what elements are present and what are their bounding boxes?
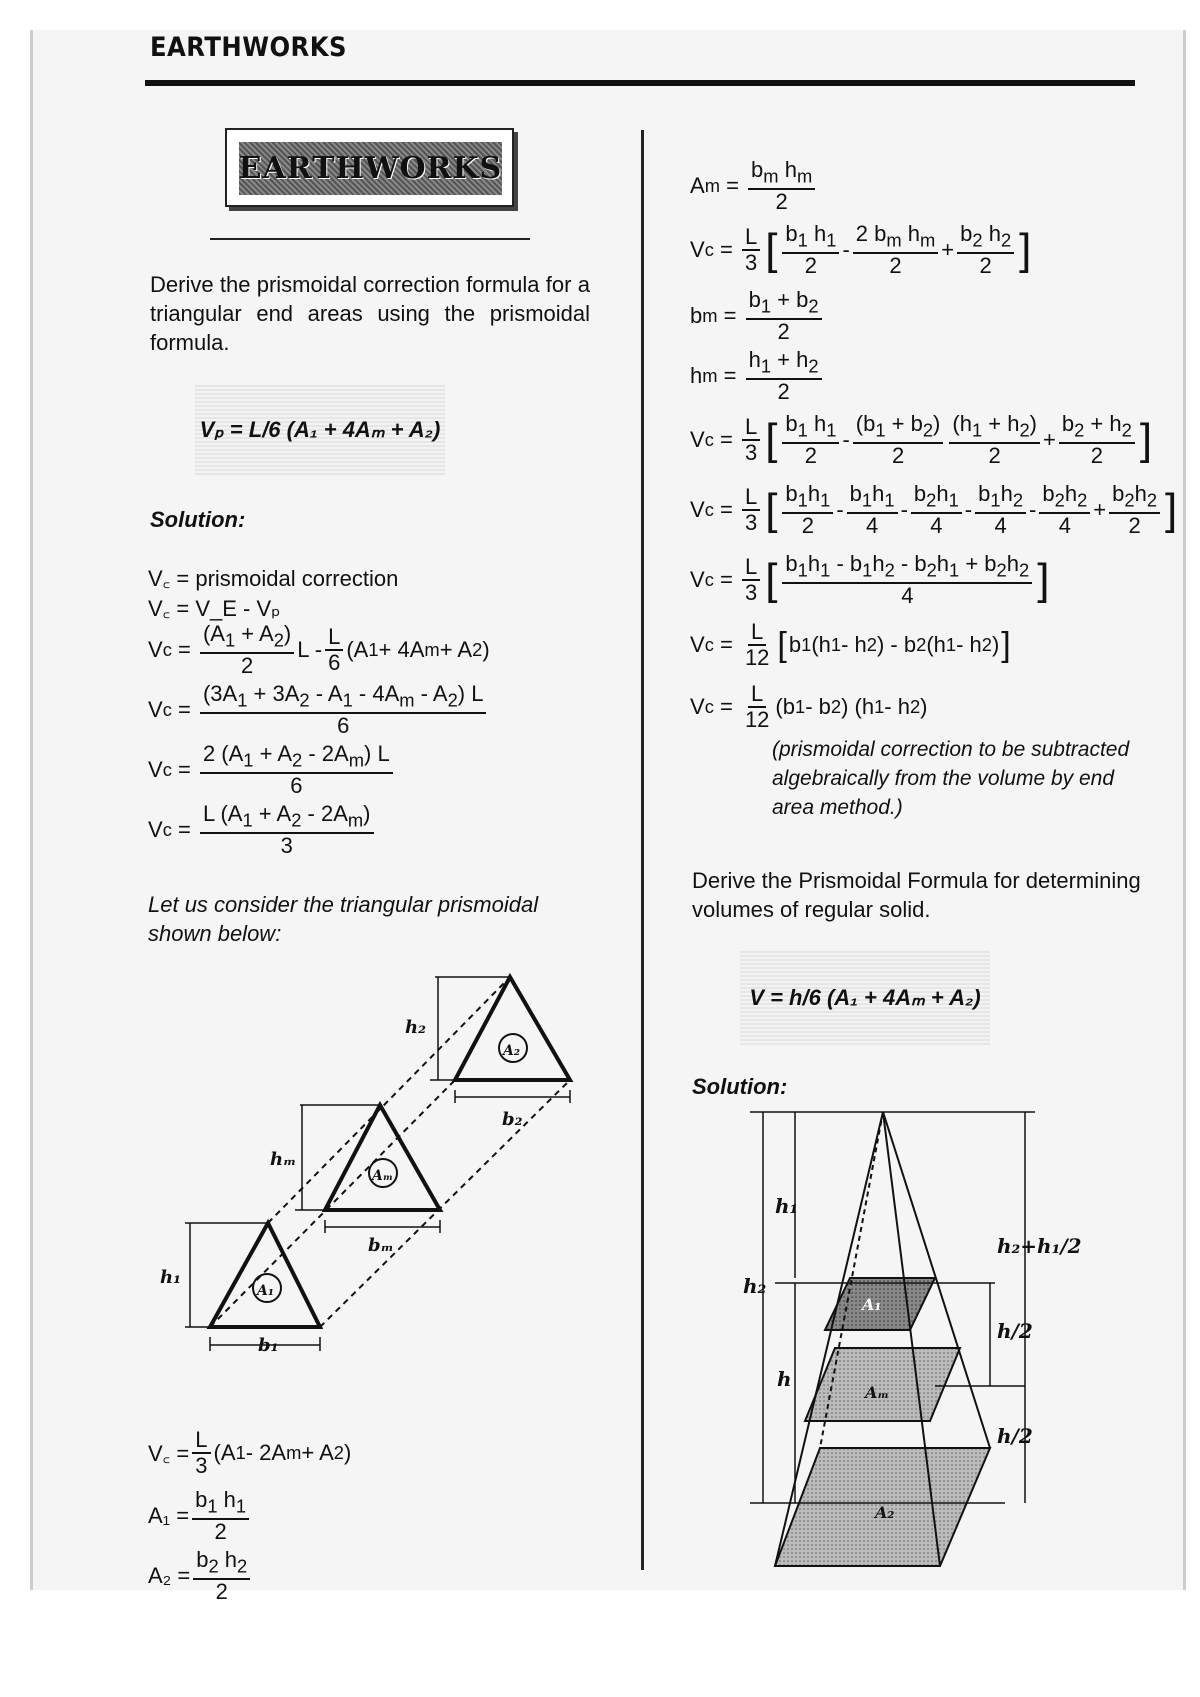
eq-vc-difference: V꜀ = V_E - Vₚ <box>148 596 281 621</box>
label-h1: h₁ <box>160 1267 181 1288</box>
eq-r-vc-5: V c = $\frac{L}{12}$ [ b 1 (h 1 - h 2 ) - b 2 (h 1 - h 2 ) ] <box>690 619 1011 670</box>
solution-label-left: Solution: <box>150 507 246 532</box>
problem-statement-2: Derive the Prismoidal Formula for determining volumes of regular solid. <box>692 868 1141 922</box>
eq-vc-step2: V c = $\frac{(3A_1 + 3A_2 - A_1 - 4A_m - A_2) L}{6}$ <box>148 682 489 738</box>
formula-prismoidal: Vₚ = L/6 (A₁ + 4Aₘ + A₂) <box>199 417 441 442</box>
eq-bm: b m = $\frac{b_1 + b_2}{2}$ <box>690 288 825 344</box>
eq-vc-final-label: V꜀ = <box>148 1441 190 1466</box>
label-a1: A₁ <box>257 1283 274 1299</box>
eq-r-vc-2: V c = $\frac{L}{3}$ [ $\frac{b_1 h_1}{2}$ - $\frac{(b_1 + b_2)}{2}$ $\frac{(h_1 + h_2)}{2}$ + $\frac{b_2 + h_2}{2}$ ] <box>690 411 1153 469</box>
eq-vc-final: V꜀ = $\frac{L}{3}$ (A 1 - 2A m + A 2 ) <box>148 1427 352 1478</box>
label-b2: b₂ <box>502 1109 523 1130</box>
pyr-label-h-half-upper: h/2 <box>997 1319 1033 1343</box>
pyr-label-h-half-lower: h/2 <box>997 1424 1033 1448</box>
label-hm: hₘ <box>270 1149 297 1170</box>
page-header-title: EARTHWORKS <box>150 32 347 63</box>
eq-a2: A₂ = $\frac{b_2 h_2}{2}$ <box>148 1548 253 1604</box>
pyr-label-am: Aₘ <box>865 1383 890 1402</box>
triangle-a2 <box>455 977 570 1080</box>
eq-r-vc-4: V c = $\frac{L}{3}$ [ $\frac{b_1h_1 - b_1h_2 - b_2h_1 + b_2h_2}{4}$ ] <box>690 551 1050 609</box>
pyramid-diagram <box>735 1108 1135 1578</box>
section-banner <box>225 128 514 207</box>
label-b1: b₁ <box>258 1335 279 1355</box>
correction-note: (prismoidal correction to be subtracted algebraically from the volume by end area method.) <box>772 738 1130 819</box>
eq-vc-step4: V c = $\frac{L (A_1 + A_2 - 2A_m)}{3}$ <box>148 802 377 858</box>
eq-am: A m = $\frac{b_m h_m}{2}$ <box>690 158 818 214</box>
label-a2: A₂ <box>503 1043 520 1059</box>
eq-r-vc-6: V c = $\frac{L}{12}$ (b 1 - b 2 ) (h 1 - h 2 ) <box>690 681 928 732</box>
eq-a2-label: A₂ = <box>148 1563 191 1589</box>
eq-r-vc-1: V c = $\frac{L}{3}$ [ $\frac{b_1 h_1}{2}$ - $\frac{2 b_m h_m}{2}$ + $\frac{b_2 h_2}{2}$ ] <box>690 221 1032 279</box>
header-rule <box>145 80 1135 86</box>
pyr-label-h1: h₁ <box>775 1194 799 1218</box>
label-am: Aₘ <box>372 1168 394 1184</box>
label-bm: bₘ <box>368 1235 394 1256</box>
pyr-label-a2: A₂ <box>875 1503 895 1522</box>
formula-regular-solid: V = h/6 (A₁ + 4Aₘ + A₂) <box>749 984 981 1010</box>
eq-hm: h m = $\frac{h_1 + h_2}{2}$ <box>690 348 825 404</box>
eq-vc-definition: V꜀ = prismoidal correction <box>148 566 399 591</box>
banner-rule <box>210 238 530 240</box>
formula-box-regular-solid <box>740 950 990 1045</box>
eq-r-vc-3: V c = $\frac{L}{3}$ [ $\frac{b_1h_1}{2}$ - $\frac{b_1h_1}{4}$ - $\frac{b_2h_1}{4}$ - $\frac{b_1h_2}{4}$ - $\frac{b_2h_2}{4}$ + $\frac{b_2h_2}{2}$ ] <box>690 481 1178 539</box>
pyr-label-h: h <box>777 1367 792 1391</box>
eq-vc-step1: V c = $\frac{(A_1 + A_2)}{2}$ L - $\frac{L}{6}$ (A 1 + 4A m + A 2 ) <box>148 621 490 679</box>
column-divider <box>641 130 644 1570</box>
eq-a1: A₁ = $\frac{b_1 h_1}{2}$ <box>148 1488 252 1544</box>
eq-vc-step3: V c = $\frac{2 (A_1 + A_2 - 2A_m) L}{6}$ <box>148 742 396 798</box>
pyr-label-h2-plus-h1-half: h₂+h₁/2 <box>997 1234 1082 1258</box>
banner-inner <box>239 142 502 195</box>
eq-a1-label: A₁ = <box>148 1503 190 1529</box>
pyr-label-h2: h₂ <box>743 1274 767 1298</box>
consider-text: Let us consider the triangular prismoidal shown below: <box>148 892 539 946</box>
formula-box-prismoidal <box>195 385 445 475</box>
label-h2: h₂ <box>405 1017 426 1038</box>
pyr-label-a1: A₁ <box>862 1295 882 1314</box>
solution-label-right: Solution: <box>692 1074 788 1099</box>
problem-statement-1: Derive the prismoidal correction formula for a triangular end areas using the prismoidal formula. <box>150 272 590 355</box>
banner-text: EARTHWORKS <box>238 151 503 186</box>
triangular-prismoid-diagram <box>150 965 590 1355</box>
